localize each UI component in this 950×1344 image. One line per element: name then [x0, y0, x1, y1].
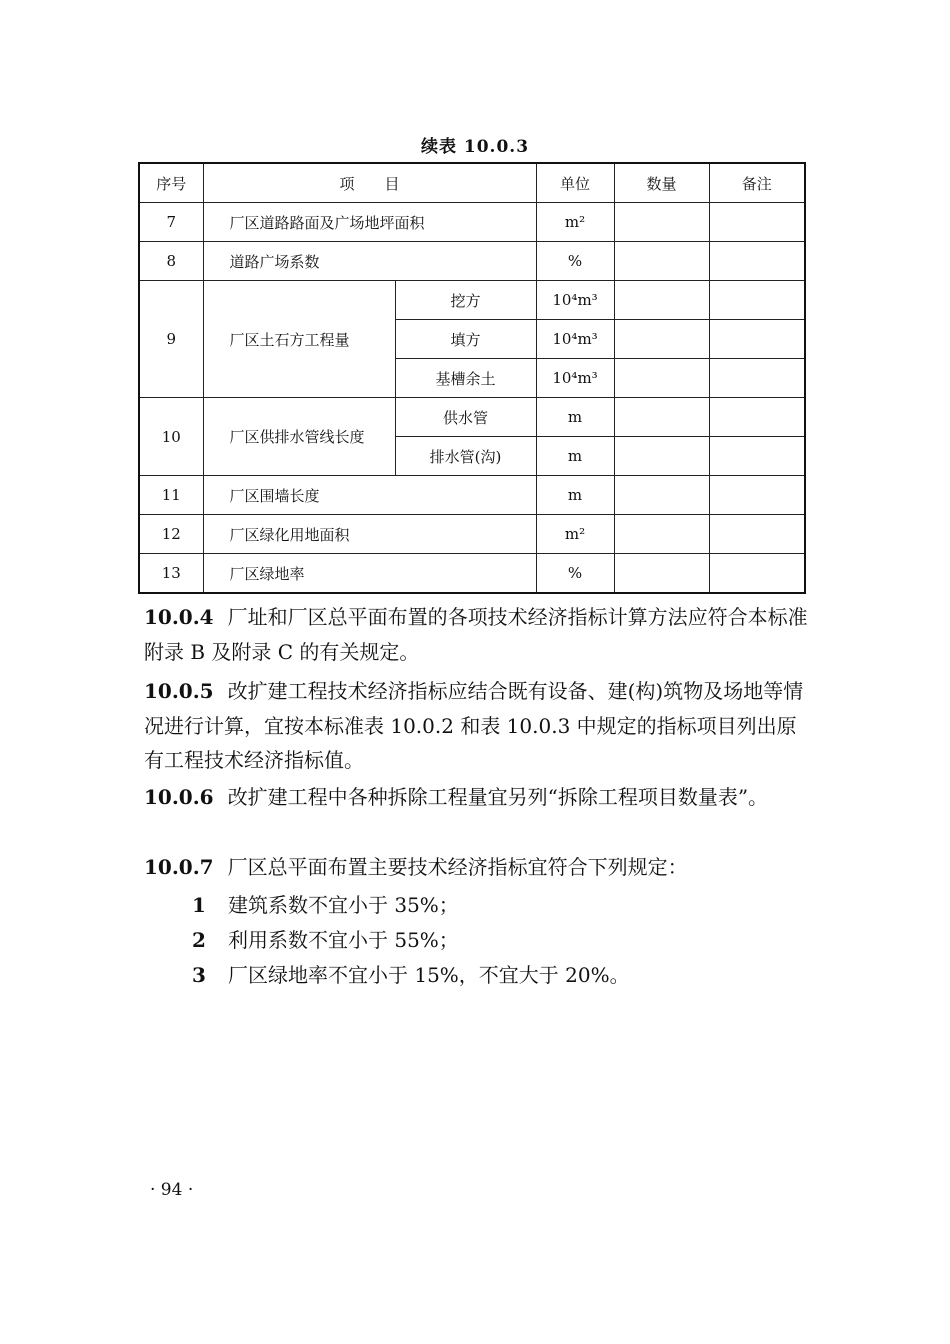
row-qty [614, 320, 709, 359]
table-row [139, 398, 805, 437]
list-item-number: 3 [192, 963, 206, 987]
table-row [139, 515, 805, 554]
list-item [192, 888, 630, 923]
row-unit: m [536, 437, 614, 476]
header-qty: 数量 [614, 163, 709, 203]
row-subitem: 排水管(沟) [395, 437, 536, 476]
row-unit: % [536, 554, 614, 594]
clause-number: 10.0.5 [144, 679, 214, 703]
clause-number: 10.0.7 [144, 855, 214, 879]
row-unit: 10⁴m³ [536, 281, 614, 320]
list-item-text: 利用系数不宜小于 55%； [228, 928, 459, 952]
row-qty [614, 398, 709, 437]
row-qty [614, 476, 709, 515]
requirement-list [192, 888, 630, 993]
row-remark [709, 242, 805, 281]
row-remark [709, 437, 805, 476]
row-unit: % [536, 242, 614, 281]
row-remark [709, 476, 805, 515]
row-qty [614, 242, 709, 281]
header-item: 项 目 [203, 163, 536, 203]
row-qty [614, 554, 709, 594]
row-item: 厂区道路路面及广场地坪面积 [203, 203, 536, 242]
clause-10-0-6 [144, 780, 808, 815]
row-unit: m [536, 476, 614, 515]
clause-text: 厂址和厂区总平面布置的各项技术经济指标计算方法应符合本标准附录 B 及附录 C 的有关规定。 [144, 605, 808, 664]
row-remark [709, 398, 805, 437]
row-seq: 7 [139, 203, 203, 242]
row-qty [614, 437, 709, 476]
list-item-number: 1 [192, 893, 206, 917]
header-remark: 备注 [709, 163, 805, 203]
row-qty [614, 359, 709, 398]
clause-number: 10.0.4 [144, 605, 214, 629]
table-row [139, 242, 805, 281]
clause-10-0-7 [144, 850, 808, 885]
row-seq: 11 [139, 476, 203, 515]
table-row [139, 203, 805, 242]
list-item-number: 2 [192, 928, 206, 952]
header-unit: 单位 [536, 163, 614, 203]
indicator-table [138, 162, 806, 594]
row-unit: m [536, 398, 614, 437]
row-item: 厂区土石方工程量 [203, 281, 395, 398]
row-remark [709, 320, 805, 359]
list-item-text: 建筑系数不宜小于 35%； [228, 893, 459, 917]
row-seq: 8 [139, 242, 203, 281]
row-item: 厂区绿化用地面积 [203, 515, 536, 554]
row-remark [709, 281, 805, 320]
clause-text: 改扩建工程中各种拆除工程量宜另列“拆除工程项目数量表”。 [227, 785, 769, 809]
row-subitem: 挖方 [395, 281, 536, 320]
row-subitem: 供水管 [395, 398, 536, 437]
row-unit: 10⁴m³ [536, 359, 614, 398]
table-row [139, 281, 805, 320]
list-item-text: 厂区绿地率不宜小于 15%，不宜大于 20%。 [228, 963, 630, 987]
row-seq: 12 [139, 515, 203, 554]
row-unit: m² [536, 203, 614, 242]
list-item [192, 958, 630, 993]
row-remark [709, 203, 805, 242]
row-remark [709, 554, 805, 594]
clause-text: 厂区总平面布置主要技术经济指标宜符合下列规定： [227, 855, 688, 879]
row-item: 厂区绿地率 [203, 554, 536, 594]
page-number: · 94 · [150, 1180, 194, 1200]
clause-text: 改扩建工程技术经济指标应结合既有设备、建(构)筑物及场地等情况进行计算，宜按本标准表 10.0.2 和表 10.0.3 中规定的指标项目列出原有工程技术经济指标值。 [144, 679, 804, 772]
row-item: 厂区围墙长度 [203, 476, 536, 515]
row-seq: 13 [139, 554, 203, 594]
row-seq: 9 [139, 281, 203, 398]
row-qty [614, 203, 709, 242]
row-subitem: 填方 [395, 320, 536, 359]
row-item: 厂区供排水管线长度 [203, 398, 395, 476]
table-row [139, 554, 805, 594]
row-remark [709, 515, 805, 554]
clause-number: 10.0.6 [144, 785, 214, 809]
row-unit: 10⁴m³ [536, 320, 614, 359]
row-subitem: 基槽余土 [395, 359, 536, 398]
table-header-row [139, 163, 805, 203]
row-item: 道路广场系数 [203, 242, 536, 281]
table-caption: 续表 10.0.3 [420, 137, 530, 157]
table-row [139, 476, 805, 515]
row-qty [614, 281, 709, 320]
row-unit: m² [536, 515, 614, 554]
clause-10-0-5 [144, 674, 808, 778]
clause-10-0-4 [144, 600, 808, 669]
row-remark [709, 359, 805, 398]
row-seq: 10 [139, 398, 203, 476]
row-qty [614, 515, 709, 554]
list-item [192, 923, 630, 958]
header-seq: 序号 [139, 163, 203, 203]
